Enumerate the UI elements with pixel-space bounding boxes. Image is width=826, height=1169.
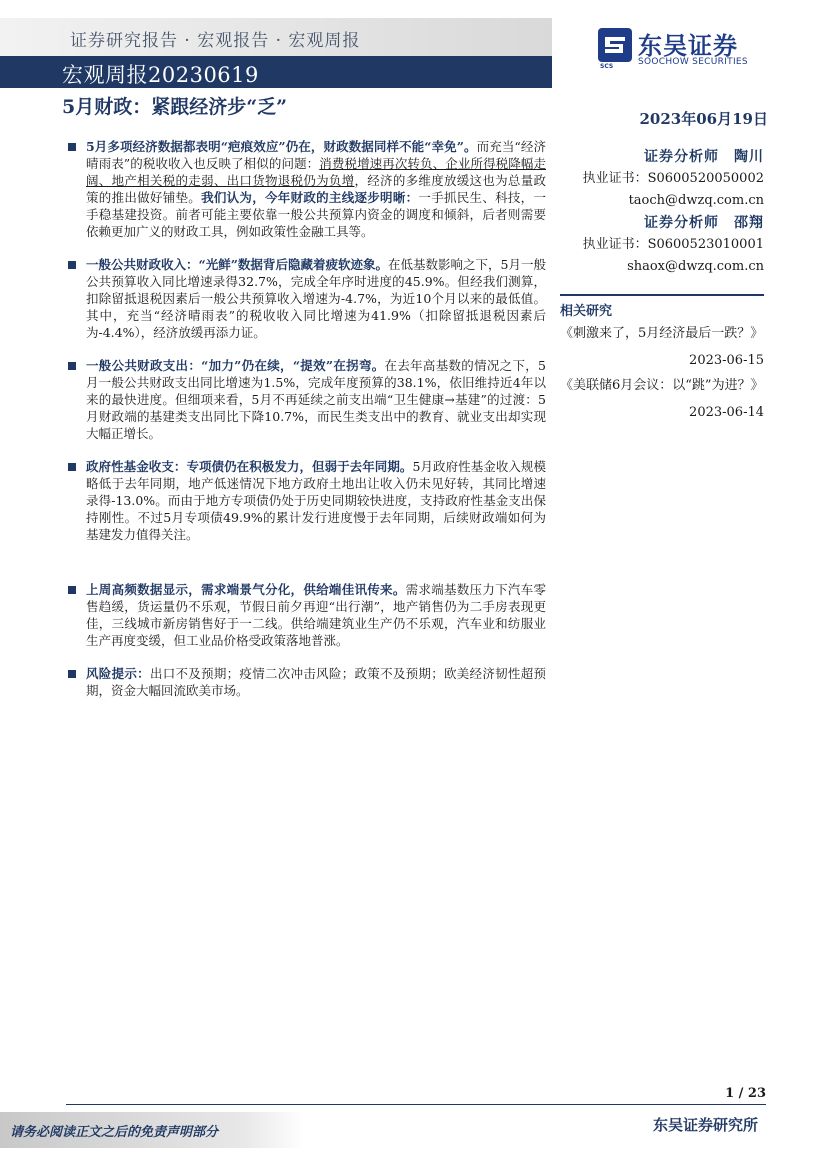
analyst-1-title: 证券分析师 陶川 [644,149,764,165]
header-series-bar [0,56,552,88]
logo-mark-icon [598,28,632,62]
related-item-2-date: 2023-06-14 [689,405,764,420]
header-category: 证券研究报告 · 宏观报告 · 宏观周报 [70,31,361,51]
header-category-band [0,18,552,56]
header-series: 宏观周报20230619 [62,63,259,87]
bullet-square-icon [68,463,76,471]
analyst-2-email[interactable]: shaox@dwzq.com.cn [627,259,764,274]
sidebar [560,146,764,425]
block-3-lead: 一般公共财政支出：“加力”仍在续，“提效”在拐弯。 [86,358,385,373]
report-title: 5月财政：紧跟经济步“乏” [62,96,288,118]
related-item-1-date: 2023-06-15 [689,353,764,368]
block-5-lead: 上周高频数据显示，需求端景气分化，供给端佳讯传来。 [86,582,406,597]
footer-disclaimer: 请务必阅读正文之后的免责声明部分 [10,1125,219,1140]
footer-disclaimer-band [0,1112,305,1148]
summary-block-5 [66,581,546,649]
block-2-lead: 一般公共财政收入：“光鲜”数据背后隐藏着疲软迹象。 [86,257,388,272]
block-1-lead: 5月多项经济数据都表明“疤痕效应”仍在，财政数据同样不能“幸免”。 [86,139,477,154]
bullet-square-icon [68,261,76,269]
block-1-text-b: ，经济的多维度放缓这也为总量政策的推出做好铺垫。 [86,173,546,205]
summary-body [66,138,546,715]
block-3-text: 在去年高基数的情况之下，5月一般公共财政支出同比增速为1.5%，完成年度预算的38.1%，依旧维持近4年以来的最快进度。但细项来看，5月不再延续之前支出端“卫生健康→基建”的过渡：5月财政端的基建类支出同比下降10.7%，而民生类支出中的教育、就业支出却实现大幅正增长。 [86,358,546,441]
page-number: 1 / 23 [725,1086,766,1101]
block-6-lead: 风险提示： [86,666,150,681]
block-1-underlined: 消费税增速再次转负、企业所得税降幅走阔、地产相关税的走弱、出口货物退税仍为负增 [86,156,546,188]
analyst-2-title: 证券分析师 邵翔 [644,215,764,231]
block-1-lead-2: 我们认为，今年财政的主线逐步明晰： [201,190,419,205]
logo-mark-text: SCS [600,63,614,70]
summary-block-1 [66,138,546,240]
summary-block-6 [66,665,546,699]
footer-divider [66,1104,766,1105]
block-4-text: 5月政府性基金收入规模略低于去年同期，地产低迷情况下地方政府土地出让收入仍未见好转，其同比增速录得-13.0%。而由于地方专项债仍处于历史同期较快进度，支持政府性基金支出保持刚性。不过5月专项债49.9%的累计发行进度慢于去年同期，后续财政端如何为基建发力值得关注。 [86,459,546,542]
block-1-text-c: 一手抓民生、科技，一手稳基建投资。前者可能主要依靠一般公共预算内资金的调度和倾斜，后者则需要依赖更加广义的财政工具，例如政策性金融工具等。 [86,190,546,239]
summary-block-4 [66,458,546,543]
bullet-square-icon [68,670,76,678]
analyst-1-email[interactable]: taoch@dwzq.com.cn [628,193,764,208]
analyst-1-cert: 执业证书：S0600520050002 [582,171,764,186]
block-5-text: 需求端基数压力下汽车零售趋缓，货运量仍不乐观，节假日前夕再迎“出行潮”，地产销售仍为二手房表现更佳，三线城市新房销售好于一二线。供给端建筑业生产仍不乐观，汽车业和纺服业生产再度变缓，但工业品价格受政策落地普涨。 [86,582,546,648]
block-6-text: 出口不及预期；疫情二次冲击风险；政策不及预期；欧美经济韧性超预期，资金大幅回流欧美市场。 [86,666,546,698]
summary-block-3 [66,357,546,442]
block-1-text-a: 而充当“经济晴雨表”的税收收入也反映了相似的问题： [86,139,546,171]
bullet-square-icon [68,586,76,594]
summary-block-2 [66,256,546,341]
bullet-square-icon [68,143,76,151]
company-logo [598,26,768,72]
logo-en: SOOCHOW SECURITIES [638,57,748,67]
block-4-lead: 政府性基金收支：专项债仍在积极发力，但弱于去年同期。 [86,459,413,474]
related-item-2-title[interactable]: 《美联储6月会议：以“跳”为进？》 [560,378,764,393]
block-gap [66,559,546,581]
related-item-1-title[interactable]: 《刺激来了，5月经济最后一跌？》 [560,326,764,341]
report-date: 2023年06月19日 [639,110,768,128]
related-research-heading: 相关研究 [560,294,764,319]
block-2-text: 在低基数影响之下，5月一般公共预算收入同比增速录得32.7%，完成全年序时进度的45.9%。但经我们测算，扣除留抵退税因素后一般公共预算收入增速为-4.7%，为近10个月以来的最低值。其中，充当“经济晴雨表”的税收收入同比增速为41.9%（扣除留抵退税因素后为-4.4%），经济放缓再添力证。 [86,257,546,340]
analyst-2-cert: 执业证书：S0600523010001 [582,237,764,252]
logo-cn: 东吴证券 [638,32,738,60]
bullet-square-icon [68,362,76,370]
footer-institute: 东吴证券研究所 [652,1116,758,1134]
